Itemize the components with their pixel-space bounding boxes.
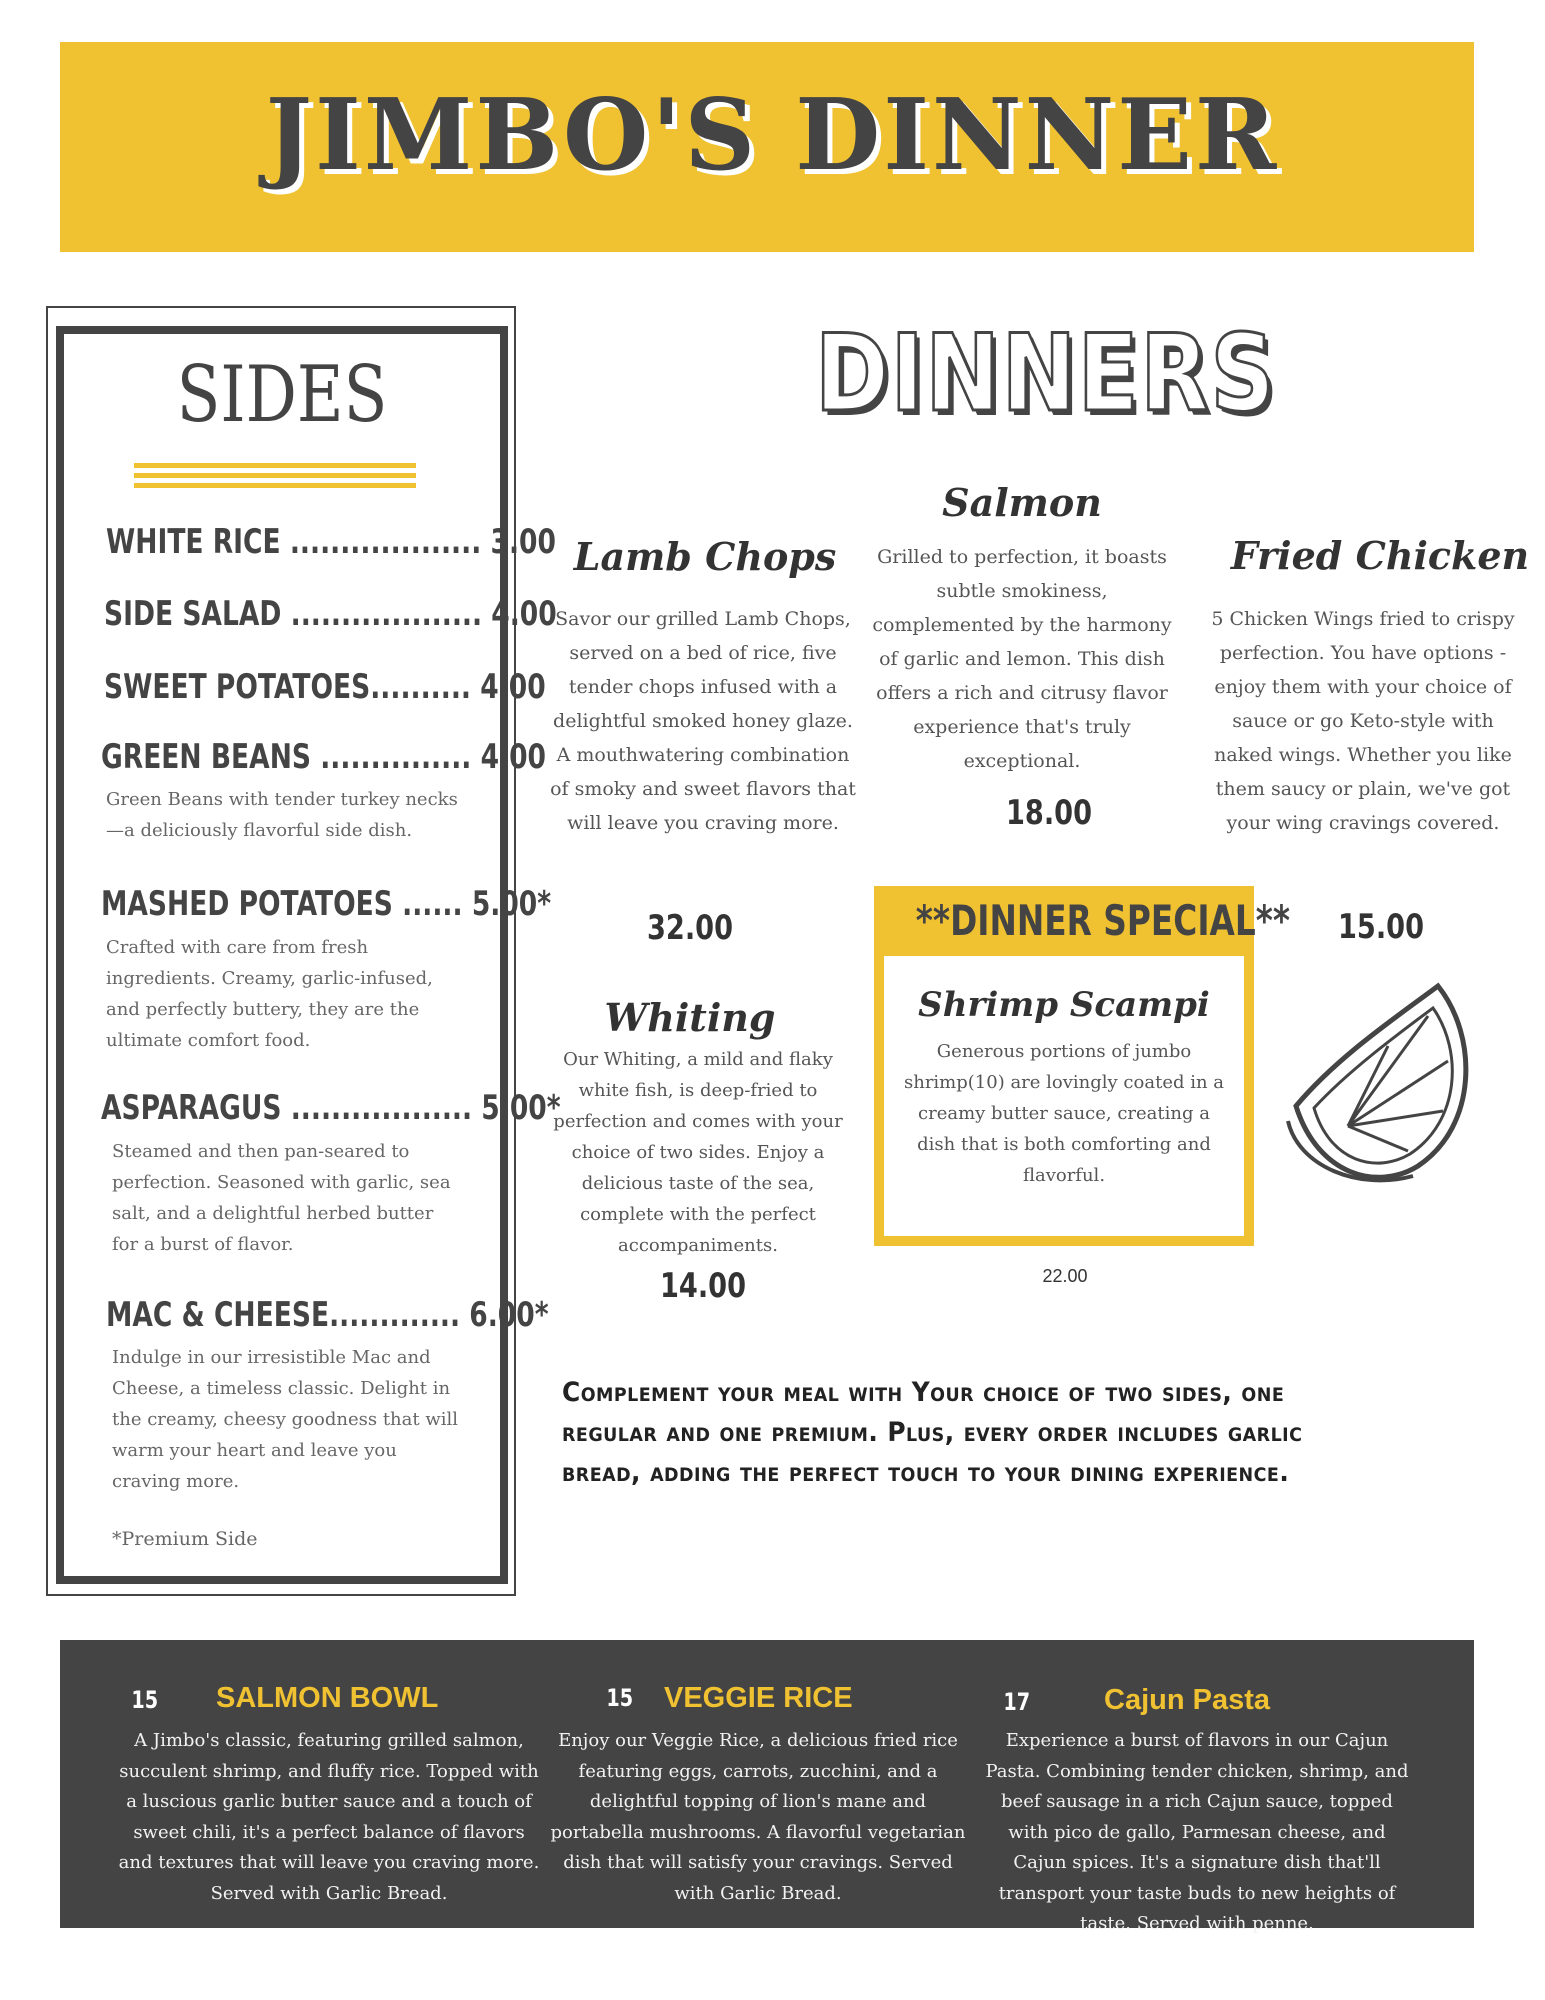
side-item-side-salad: SIDE SALAD ................... 4.00 <box>104 594 557 634</box>
side-item-mac-and-cheese: MAC & CHEESE............. 6.00* <box>106 1295 549 1335</box>
dish-desc-lamb-chops: Savor our grilled Lamb Chops, served on a bed of rice, five tender chops infused with a delightful smoked honey glaze. A mouthwatering combination of smoky and sweet flavors that will leave you craving more. <box>550 608 856 834</box>
dish-price-salmon: 18.00 <box>1006 793 1093 833</box>
side-item-mashed-potatoes: MASHED POTATOES ...... 5.00* <box>101 884 552 924</box>
dish-name-whiting: Whiting <box>604 995 776 1040</box>
dinners-title: DINNERS <box>815 312 1277 435</box>
side-desc-mac-and-cheese: Indulge in our irresistible Mac and Cheese, a timeless classic. Delight in the creamy, cheesy goodness that will warm your heart and leave you craving more. <box>112 1347 459 1492</box>
footer-name-salmon-bowl: SALMON BOWL <box>216 1682 439 1714</box>
premium-side-note: *Premium Side <box>112 1528 258 1550</box>
footer-price-veggie-rice: 15 <box>606 1684 634 1712</box>
dish-price-fried-chicken: 15.00 <box>1338 907 1425 947</box>
dish-price-whiting: 14.00 <box>660 1266 747 1306</box>
footer-desc-cajun-pasta: Experience a burst of flavors in our Cajun Pasta. Combining tender chicken, shrimp, and beef sausage in a rich Cajun sauce, topped with pico de gallo, Parmesan cheese, and Cajun spices. It's a signature dish that'll transport your taste buds to new heights of taste. Served with penne. <box>985 1730 1409 1934</box>
footer-price-salmon-bowl: 15 <box>131 1686 159 1714</box>
footer-desc-salmon-bowl: A Jimbo's classic, featuring grilled salmon, succulent shrimp, and fluffy rice. Topped with a luscious garlic butter sauce and a touch of sweet chili, it's a perfect balance of flavors and textures that will leave you craving more. Served with Garlic Bread. <box>118 1730 540 1904</box>
sides-divider-line <box>134 463 416 468</box>
complement-note: Complement your meal with Your choice of two sides, one regular and one premium. Plus, every order includes garlic bread, adding the perfect touch to your dining experience. <box>562 1377 1303 1488</box>
side-item-asparagus: ASPARAGUS .................. 5.00* <box>101 1088 561 1128</box>
dish-desc-shrimp-scampi: Generous portions of jumbo shrimp(10) are lovingly coated in a creamy butter sauce, creating a dish that is both comforting and flavorful. <box>903 1041 1225 1186</box>
dish-price-shrimp-scampi: 22.00 <box>1042 1266 1088 1286</box>
dish-desc-salmon: Grilled to perfection, it boasts subtle smokiness, complemented by the harmony of garlic and lemon. This dish offers a rich and citrusy flavor experience that's truly exceptional. <box>872 546 1172 772</box>
dinner-special-label: **DINNER SPECIAL** <box>915 896 1291 945</box>
dish-desc-whiting: Our Whiting, a mild and flaky white fish, is deep-fried to perfection and comes with your choice of two sides. Enjoy a delicious taste of the sea, complete with the perfect accompaniments. <box>553 1049 843 1256</box>
dish-name-shrimp-scampi: Shrimp Scampi <box>918 985 1210 1025</box>
side-desc-green-beans: Green Beans with tender turkey necks—a deliciously flavorful side dish. <box>106 789 458 841</box>
dish-price-lamb-chops: 32.00 <box>647 908 734 948</box>
footer-desc-veggie-rice: Enjoy our Veggie Rice, a delicious fried rice featuring eggs, carrots, zucchini, and a delightful topping of lion's mane and portabella mushrooms. A flavorful vegetarian dish that will satisfy your cravings. Served with Garlic Bread. <box>550 1730 966 1904</box>
side-desc-asparagus: Steamed and then pan-seared to perfection. Seasoned with garlic, sea salt, and a delightful herbed butter for a burst of flavor. <box>112 1141 451 1255</box>
restaurant-title: JIMBO'S DINNER <box>265 78 1280 193</box>
side-item-sweet-potatoes: SWEET POTATOES.......... 4.00 <box>104 667 546 707</box>
footer-price-cajun-pasta: 17 <box>1003 1688 1031 1716</box>
footer-name-veggie-rice: VEGGIE RICE <box>664 1682 853 1714</box>
sides-title: SIDES <box>176 350 388 440</box>
lemon-slice-icon <box>1278 976 1478 1186</box>
footer-name-cajun-pasta: Cajun Pasta <box>1104 1684 1270 1716</box>
dish-name-lamb-chops: Lamb Chops <box>573 534 837 579</box>
side-item-green-beans: GREEN BEANS ............... 4.00 <box>101 737 547 777</box>
dish-name-fried-chicken: Fried Chicken <box>1230 533 1530 578</box>
sides-divider-line <box>134 473 416 478</box>
side-item-white-rice: WHITE RICE ................... 3.00 <box>106 522 556 562</box>
dish-name-salmon: Salmon <box>942 480 1102 525</box>
dish-desc-fried-chicken: 5 Chicken Wings fried to crispy perfection. You have options - enjoy them with your choice of sauce or go Keto-style with naked wings. Whether you like them saucy or plain, we've got your wing cravings covered. <box>1211 608 1515 834</box>
side-desc-mashed-potatoes: Crafted with care from fresh ingredients. Creamy, garlic-infused, and perfectly buttery, they are the ultimate comfort food. <box>106 937 433 1051</box>
sides-divider-line <box>134 483 416 488</box>
